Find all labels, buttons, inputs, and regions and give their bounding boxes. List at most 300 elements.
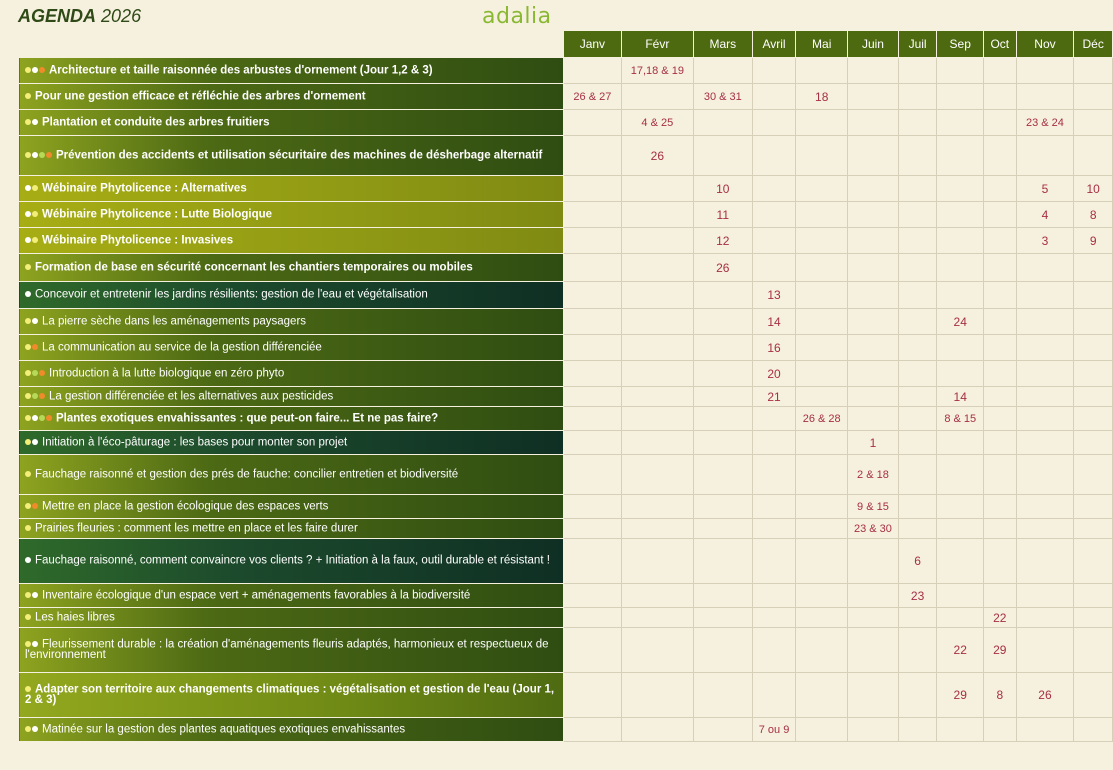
- date-cell: [796, 608, 848, 628]
- date-cell: [937, 282, 984, 309]
- date-cell: 13: [752, 282, 796, 309]
- agenda-row: [19, 309, 1113, 335]
- category-dot-icon: [32, 726, 38, 732]
- course-label: Concevoir et entretenir les jardins résilients: gestion de l'eau et végétalisation: [35, 288, 428, 301]
- date-cell: [693, 282, 752, 309]
- date-cell: [848, 309, 899, 335]
- date-cell: [693, 361, 752, 387]
- date-cell: 3: [1016, 228, 1074, 254]
- month-header: Oct: [984, 31, 1016, 58]
- agenda-row: [19, 110, 1113, 136]
- date-cell: [621, 361, 693, 387]
- date-cell: [796, 176, 848, 202]
- date-cell: [984, 387, 1016, 407]
- course-title: [19, 136, 564, 176]
- date-cell: [1016, 58, 1074, 84]
- course-label: Les haies libres: [35, 611, 115, 624]
- date-cell: [937, 519, 984, 539]
- date-cell: [796, 539, 848, 584]
- category-dot-icon: [32, 237, 38, 243]
- date-cell: [1016, 407, 1074, 431]
- adalia-logo: adalia: [482, 4, 552, 29]
- date-cell: [1074, 309, 1113, 335]
- agenda-row: [19, 628, 1113, 673]
- date-cell: 2 & 18: [848, 455, 899, 495]
- date-cell: [796, 431, 848, 455]
- date-cell: [693, 110, 752, 136]
- date-cell: [1074, 387, 1113, 407]
- date-cell: 17,18 & 19: [621, 58, 693, 84]
- agenda-title: [18, 6, 141, 27]
- date-cell: [796, 361, 848, 387]
- date-cell: [937, 58, 984, 84]
- agenda-row: [19, 539, 1113, 584]
- course-label: La communication au service de la gestion différenciée: [42, 341, 322, 354]
- category-dot-icon: [25, 237, 31, 243]
- date-cell: 22: [984, 608, 1016, 628]
- date-cell: [1074, 282, 1113, 309]
- date-cell: [693, 673, 752, 718]
- category-dot-icon: [32, 439, 38, 445]
- category-dots-icon: [25, 684, 32, 695]
- date-cell: [621, 673, 693, 718]
- date-cell: [848, 608, 899, 628]
- course-label: Adapter son territoire aux changements climatiques : végétalisation et gestion de l'eau (Jour 1, 2 & 3): [25, 683, 555, 707]
- date-cell: [848, 282, 899, 309]
- category-dots-icon: [25, 724, 39, 735]
- category-dot-icon: [32, 67, 38, 73]
- category-dot-icon: [39, 393, 45, 399]
- date-cell: [621, 628, 693, 673]
- date-cell: [693, 519, 752, 539]
- course-label: Matinée sur la gestion des plantes aquatiques exotiques envahissantes: [42, 723, 406, 736]
- course-title: [19, 539, 564, 584]
- category-dot-icon: [25, 726, 31, 732]
- date-cell: [752, 495, 796, 519]
- date-cell: [1074, 58, 1113, 84]
- course-title: [19, 335, 564, 361]
- category-dots-icon: [25, 150, 53, 161]
- date-cell: [752, 673, 796, 718]
- date-cell: [1074, 608, 1113, 628]
- category-dot-icon: [25, 211, 31, 217]
- course-title: [19, 584, 564, 608]
- date-cell: 24: [937, 309, 984, 335]
- date-cell: [1074, 407, 1113, 431]
- date-cell: [848, 361, 899, 387]
- date-cell: [1016, 455, 1074, 495]
- date-cell: 14: [937, 387, 984, 407]
- date-cell: 18: [796, 84, 848, 110]
- agenda-row: [19, 673, 1113, 718]
- date-cell: [621, 495, 693, 519]
- date-cell: [1074, 136, 1113, 176]
- date-cell: [1016, 387, 1074, 407]
- date-cell: [898, 455, 937, 495]
- date-cell: [937, 202, 984, 228]
- category-dot-icon: [25, 525, 31, 531]
- date-cell: 14: [752, 309, 796, 335]
- date-cell: [621, 539, 693, 584]
- date-cell: [563, 136, 621, 176]
- date-cell: [563, 202, 621, 228]
- date-cell: [752, 136, 796, 176]
- category-dot-icon: [25, 415, 31, 421]
- date-cell: [752, 254, 796, 282]
- category-dot-icon: [25, 344, 31, 350]
- date-cell: [1074, 519, 1113, 539]
- agenda-body: [19, 58, 1113, 742]
- date-cell: [752, 628, 796, 673]
- date-cell: [796, 387, 848, 407]
- date-cell: [621, 228, 693, 254]
- date-cell: [563, 110, 621, 136]
- date-cell: [848, 84, 899, 110]
- course-title: [19, 254, 564, 282]
- course-label: Fauchage raisonné, comment convaincre vos clients ? + Initiation à la faux, outil durable et résistant !: [35, 554, 550, 567]
- category-dot-icon: [32, 119, 38, 125]
- date-cell: [563, 608, 621, 628]
- date-cell: [752, 539, 796, 584]
- agenda-row: [19, 407, 1113, 431]
- date-cell: [937, 335, 984, 361]
- course-label: Initiation à l'éco-pâturage : les bases pour monter son projet: [42, 436, 348, 449]
- course-label: Inventaire écologique d'un espace vert + aménagements favorables à la biodiversité: [42, 589, 471, 602]
- date-cell: [984, 584, 1016, 608]
- category-dots-icon: [25, 469, 32, 480]
- date-cell: [848, 202, 899, 228]
- date-cell: [984, 282, 1016, 309]
- category-dots-icon: [25, 91, 32, 102]
- category-dot-icon: [39, 67, 45, 73]
- date-cell: [693, 335, 752, 361]
- date-cell: 8: [1074, 202, 1113, 228]
- course-title: [19, 673, 564, 718]
- date-cell: 4 & 25: [621, 110, 693, 136]
- date-cell: 1: [848, 431, 899, 455]
- course-title: [19, 202, 564, 228]
- course-label: La gestion différenciée et les alternatives aux pesticides: [49, 390, 334, 403]
- category-dot-icon: [25, 291, 31, 297]
- date-cell: [937, 431, 984, 455]
- date-cell: [752, 110, 796, 136]
- date-cell: 26 & 28: [796, 407, 848, 431]
- category-dot-icon: [25, 686, 31, 692]
- date-cell: [984, 718, 1016, 742]
- date-cell: [848, 58, 899, 84]
- date-cell: [984, 228, 1016, 254]
- category-dots-icon: [25, 501, 39, 512]
- date-cell: [937, 455, 984, 495]
- category-dots-icon: [25, 117, 39, 128]
- date-cell: [563, 58, 621, 84]
- course-title: [19, 309, 564, 335]
- date-cell: [796, 335, 848, 361]
- date-cell: [796, 309, 848, 335]
- date-cell: [1016, 539, 1074, 584]
- month-header: Févr: [621, 31, 693, 58]
- date-cell: [937, 361, 984, 387]
- date-cell: [563, 228, 621, 254]
- date-cell: [898, 431, 937, 455]
- category-dot-icon: [25, 152, 31, 158]
- category-dot-icon: [32, 152, 38, 158]
- date-cell: [937, 539, 984, 584]
- category-dot-icon: [25, 439, 31, 445]
- category-dot-icon: [46, 415, 52, 421]
- date-cell: 20: [752, 361, 796, 387]
- month-header: Janv: [563, 31, 621, 58]
- agenda-row: [19, 495, 1113, 519]
- date-cell: [563, 628, 621, 673]
- agenda-row: [19, 431, 1113, 455]
- date-cell: [1074, 361, 1113, 387]
- date-cell: [563, 282, 621, 309]
- date-cell: 5: [1016, 176, 1074, 202]
- date-cell: 12: [693, 228, 752, 254]
- date-cell: [1016, 519, 1074, 539]
- course-title: [19, 84, 564, 110]
- date-cell: 23 & 24: [1016, 110, 1074, 136]
- course-label: Wébinaire Phytolicence : Invasives: [42, 234, 234, 247]
- date-cell: [937, 136, 984, 176]
- date-cell: 21: [752, 387, 796, 407]
- date-cell: [848, 407, 899, 431]
- category-dots-icon: [25, 612, 32, 623]
- category-dots-icon: [25, 437, 39, 448]
- date-cell: 8 & 15: [937, 407, 984, 431]
- date-cell: [898, 110, 937, 136]
- category-dot-icon: [25, 370, 31, 376]
- date-cell: [1016, 335, 1074, 361]
- date-cell: [898, 309, 937, 335]
- date-cell: [796, 110, 848, 136]
- course-label: Fleurissement durable : la création d'aménagements fleuris adaptés, harmonieux et respectueux de l'environnement: [25, 638, 549, 662]
- date-cell: [563, 309, 621, 335]
- date-cell: [1016, 361, 1074, 387]
- category-dots-icon: [25, 65, 46, 76]
- date-cell: [621, 84, 693, 110]
- date-cell: [752, 584, 796, 608]
- category-dot-icon: [32, 344, 38, 350]
- category-dots-icon: [25, 209, 39, 220]
- date-cell: [1016, 495, 1074, 519]
- date-cell: [621, 519, 693, 539]
- date-cell: [693, 539, 752, 584]
- date-cell: [621, 407, 693, 431]
- date-cell: 16: [752, 335, 796, 361]
- date-cell: [984, 361, 1016, 387]
- date-cell: [898, 282, 937, 309]
- category-dots-icon: [25, 391, 46, 402]
- date-cell: [898, 202, 937, 228]
- date-cell: [563, 254, 621, 282]
- course-label: Prairies fleuries : comment les mettre en place et les faire durer: [35, 522, 358, 535]
- date-cell: [898, 58, 937, 84]
- agenda-table: [18, 30, 1113, 742]
- date-cell: [621, 254, 693, 282]
- agenda-row: [19, 387, 1113, 407]
- date-cell: 26: [693, 254, 752, 282]
- date-cell: [937, 176, 984, 202]
- date-cell: 4: [1016, 202, 1074, 228]
- date-cell: [796, 58, 848, 84]
- date-cell: [796, 228, 848, 254]
- date-cell: [898, 176, 937, 202]
- course-title: [19, 176, 564, 202]
- date-cell: 22: [937, 628, 984, 673]
- agenda-row: [19, 335, 1113, 361]
- course-title: [19, 628, 564, 673]
- date-cell: 30 & 31: [693, 84, 752, 110]
- date-cell: [693, 608, 752, 628]
- date-cell: [1074, 539, 1113, 584]
- course-label: Mettre en place la gestion écologique des espaces verts: [42, 500, 329, 513]
- date-cell: [937, 718, 984, 742]
- date-cell: [984, 58, 1016, 84]
- date-cell: [796, 254, 848, 282]
- date-cell: [752, 176, 796, 202]
- category-dot-icon: [25, 503, 31, 509]
- month-header: Juin: [848, 31, 899, 58]
- date-cell: 29: [937, 673, 984, 718]
- category-dot-icon: [32, 185, 38, 191]
- date-cell: 9: [1074, 228, 1113, 254]
- date-cell: [693, 628, 752, 673]
- category-dot-icon: [39, 370, 45, 376]
- date-cell: [898, 519, 937, 539]
- date-cell: [693, 58, 752, 84]
- date-cell: [848, 136, 899, 176]
- date-cell: [1016, 608, 1074, 628]
- category-dot-icon: [25, 264, 31, 270]
- course-title: [19, 407, 564, 431]
- date-cell: [848, 584, 899, 608]
- date-cell: 10: [693, 176, 752, 202]
- category-dot-icon: [32, 370, 38, 376]
- date-cell: [563, 407, 621, 431]
- date-cell: [937, 254, 984, 282]
- date-cell: [796, 455, 848, 495]
- date-cell: [563, 176, 621, 202]
- date-cell: [1074, 718, 1113, 742]
- date-cell: [563, 431, 621, 455]
- month-header: Déc: [1074, 31, 1113, 58]
- course-label: Plantation et conduite des arbres fruitiers: [42, 116, 270, 129]
- date-cell: [984, 495, 1016, 519]
- date-cell: [1074, 110, 1113, 136]
- agenda-row: [19, 202, 1113, 228]
- month-header: Nov: [1016, 31, 1074, 58]
- date-cell: [752, 228, 796, 254]
- date-cell: [1074, 628, 1113, 673]
- date-cell: [898, 335, 937, 361]
- date-cell: [898, 673, 937, 718]
- course-label: Wébinaire Phytolicence : Alternatives: [42, 182, 247, 195]
- course-title: [19, 110, 564, 136]
- category-dot-icon: [46, 152, 52, 158]
- date-cell: [984, 407, 1016, 431]
- category-dots-icon: [25, 368, 46, 379]
- date-cell: [937, 110, 984, 136]
- date-cell: 6: [898, 539, 937, 584]
- month-header: Avril: [752, 31, 796, 58]
- category-dot-icon: [25, 119, 31, 125]
- category-dot-icon: [39, 152, 45, 158]
- header-corner: [19, 31, 564, 58]
- course-title: [19, 431, 564, 455]
- date-cell: [796, 628, 848, 673]
- course-label: Formation de base en sécurité concernant les chantiers temporaires ou mobiles: [35, 261, 473, 274]
- date-cell: [848, 387, 899, 407]
- category-dot-icon: [25, 557, 31, 563]
- category-dots-icon: [25, 289, 32, 300]
- category-dot-icon: [25, 641, 31, 647]
- date-cell: [1074, 455, 1113, 495]
- date-cell: [1016, 431, 1074, 455]
- agenda-row: [19, 58, 1113, 84]
- date-cell: [621, 387, 693, 407]
- date-cell: 23: [898, 584, 937, 608]
- title-text: AGENDA: [18, 6, 97, 26]
- date-cell: [937, 495, 984, 519]
- date-cell: [796, 718, 848, 742]
- date-cell: [1074, 584, 1113, 608]
- course-label: Wébinaire Phytolicence : Lutte Biologique: [42, 208, 273, 221]
- category-dots-icon: [25, 413, 53, 424]
- date-cell: [563, 455, 621, 495]
- date-cell: [984, 335, 1016, 361]
- date-cell: [848, 539, 899, 584]
- date-cell: [848, 718, 899, 742]
- date-cell: [1016, 309, 1074, 335]
- category-dots-icon: [25, 235, 39, 246]
- date-cell: [898, 628, 937, 673]
- month-header: Juil: [898, 31, 937, 58]
- date-cell: [984, 519, 1016, 539]
- date-cell: [563, 387, 621, 407]
- date-cell: [796, 519, 848, 539]
- agenda-row: [19, 282, 1113, 309]
- month-header: Mars: [693, 31, 752, 58]
- date-cell: [693, 495, 752, 519]
- date-cell: [848, 628, 899, 673]
- date-cell: 7 ou 9: [752, 718, 796, 742]
- date-cell: 26 & 27: [563, 84, 621, 110]
- date-cell: [898, 608, 937, 628]
- date-cell: [563, 673, 621, 718]
- date-cell: [1074, 335, 1113, 361]
- course-label: Introduction à la lutte biologique en zéro phyto: [49, 367, 285, 380]
- date-cell: [1016, 84, 1074, 110]
- date-cell: [621, 718, 693, 742]
- date-cell: [1016, 628, 1074, 673]
- category-dot-icon: [32, 211, 38, 217]
- date-cell: [1016, 254, 1074, 282]
- month-header: Sep: [937, 31, 984, 58]
- date-cell: 10: [1074, 176, 1113, 202]
- date-cell: [693, 407, 752, 431]
- agenda-row: [19, 84, 1113, 110]
- course-title: [19, 495, 564, 519]
- date-cell: [898, 84, 937, 110]
- date-cell: [848, 673, 899, 718]
- agenda-row: [19, 519, 1113, 539]
- category-dot-icon: [25, 67, 31, 73]
- date-cell: [984, 110, 1016, 136]
- date-cell: [984, 84, 1016, 110]
- date-cell: [752, 431, 796, 455]
